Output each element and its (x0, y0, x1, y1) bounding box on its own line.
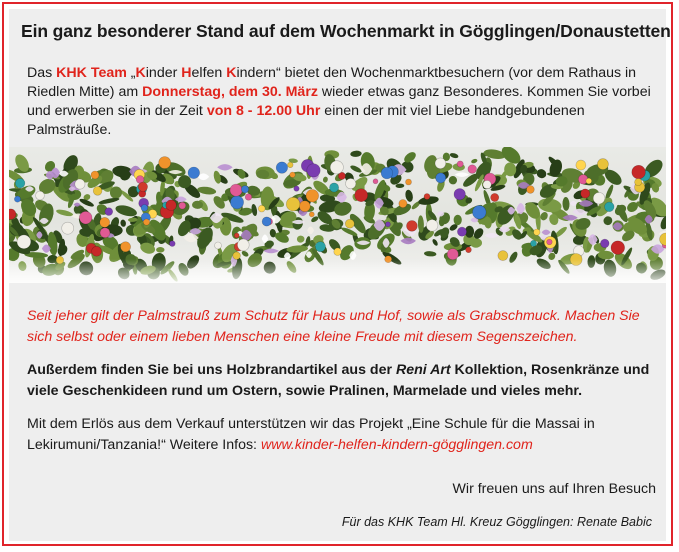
bauble-ornament (355, 189, 368, 202)
bauble-ornament (407, 221, 418, 232)
initial-k2: K (226, 65, 237, 81)
bauble-ornament (597, 159, 608, 170)
bauble-ornament (534, 229, 540, 235)
bauble-ornament (466, 247, 472, 253)
bauble-ornament (381, 167, 393, 179)
bauble-ornament (306, 190, 319, 203)
bauble-ornament (330, 183, 339, 192)
bauble-ornament (91, 171, 99, 179)
bauble-ornament (241, 186, 248, 193)
bauble-ornament (454, 189, 465, 200)
bauble-ornament (159, 157, 171, 169)
intro-text-3: indern“ bietet den Wochenmarktbesuchern (vor dem Rathaus in Riedlen Mitte) am (27, 65, 637, 100)
flyer-frame (2, 2, 673, 546)
event-time: von 8 - 12.00 Uhr (206, 103, 321, 119)
bauble-ornament (169, 241, 175, 247)
bauble-ornament (447, 249, 458, 260)
bauble-ornament (100, 228, 110, 238)
bauble-ornament (483, 180, 491, 188)
bauble-ornament (17, 235, 31, 249)
khk-team-label: KHK Team (56, 65, 127, 81)
bauble-ornament (424, 194, 430, 200)
bauble-ornament (468, 165, 477, 174)
bauble-ornament (530, 240, 536, 246)
bauble-ornament (276, 162, 287, 173)
initial-k1: K (135, 65, 146, 81)
bauble-ornament (435, 158, 446, 169)
bauble-ornament (62, 222, 74, 234)
bauble-ornament (547, 239, 553, 245)
bauble-ornament (230, 184, 242, 196)
initial-h: H (181, 65, 192, 81)
bauble-ornament (233, 252, 241, 260)
foliage-leaf (156, 247, 164, 253)
palm-bouquets-photo (9, 147, 666, 283)
intro-text-2: „ (126, 65, 136, 81)
bauble-ornament (286, 197, 300, 211)
website-link[interactable]: www.kinder-helfen-kindern-gögglingen.com (260, 437, 533, 453)
bauble-ornament (373, 179, 378, 184)
bauble-ornament (141, 205, 148, 212)
project-text: Mit dem Erlös aus dem Verkauf unterstützen wir das Projekt „Eine Schule für die Massai in Lekirumuni/Tanzania!“ Weitere Infos: (27, 416, 595, 453)
bauble-ornament (234, 233, 239, 238)
bauble-ornament (527, 186, 535, 194)
bauble-ornament (215, 242, 222, 249)
intro-paragraph (27, 64, 657, 140)
intro-text-5: einen der mit viel Liebe handgebundenen Palmsträuße. (27, 103, 585, 138)
bauble-ornament (290, 172, 296, 178)
bauble-ornament (230, 196, 243, 209)
bauble-ornament (307, 164, 320, 177)
word-elfen: elfen (191, 65, 227, 81)
event-date: Donnerstag, dem 30. März (142, 84, 318, 100)
bauble-ornament (601, 239, 610, 248)
bauble-ornament (334, 248, 342, 256)
bauble-ornament (406, 179, 412, 185)
bauble-ornament (245, 194, 252, 201)
bauble-ornament (385, 222, 390, 227)
bauble-ornament (92, 246, 102, 256)
bauble-ornament (635, 179, 642, 186)
bauble-ornament (426, 220, 438, 232)
bauble-ornament (457, 227, 466, 236)
bauble-ornament (166, 200, 177, 211)
bauble-ornament (179, 202, 186, 209)
signature-line: Für das KHK Team Hl. Kreuz Gögglingen: Renate Babic (341, 515, 652, 529)
bauble-ornament (399, 200, 407, 208)
bauble-ornament (457, 161, 463, 167)
word-inder: inder (145, 65, 182, 81)
project-paragraph (27, 414, 659, 456)
bauble-ornament (632, 165, 646, 179)
products-text-1: Außerdem finden Sie bei uns Holzbrandartikel aus der (27, 362, 396, 378)
bauble-ornament (36, 191, 45, 200)
bauble-ornament (491, 193, 499, 201)
bauble-ornament (258, 205, 265, 212)
flyer-title: Ein ganz besonderer Stand auf dem Wochenmarkt in Gögglingen/Donaustetten (21, 21, 671, 41)
bauble-ornament (105, 208, 113, 216)
bauble-ornament (15, 178, 25, 188)
closing-line: Wir freuen uns auf Ihren Besuch (452, 481, 656, 497)
bauble-ornament (299, 201, 310, 212)
bauble-ornament (79, 211, 92, 224)
palmstrauss-paragraph: Seit jeher gilt der Palmstrauß zum Schutz für Haus und Hof, sowie als Grabschmuck. Machen Sie sich selbst oder einem lieben Menschen eine kleine Freude mit diesem Segenszeichen. (27, 308, 640, 345)
bauble-ornament (581, 189, 590, 198)
bauble-ornament (138, 182, 147, 191)
bauble-ornament (93, 187, 102, 196)
bauble-ornament (436, 173, 446, 183)
bauble-ornament (294, 186, 299, 191)
bauble-ornament (605, 202, 615, 212)
bauble-ornament (75, 179, 85, 189)
bauble-ornament (586, 178, 592, 184)
products-text-2: Kollektion, Rosenkränze und viele Geschenkideen rund um Ostern, sowie Pralinen, Marmelade und vieles mehr. (27, 362, 650, 399)
flyer-panel (9, 9, 671, 541)
bauble-ornament (330, 161, 343, 174)
bauble-ornament (473, 205, 487, 219)
bauble-ornament (100, 217, 110, 227)
bauble-ornament (14, 196, 20, 202)
bauble-ornament (143, 219, 149, 225)
bauble-ornament (345, 219, 354, 228)
products-paragraph (27, 360, 659, 402)
foliage-leaf (454, 215, 462, 225)
bauble-ornament (346, 178, 356, 188)
bauble-ornament (120, 242, 130, 252)
intro-text-4: wieder etwas ganz Besonderes. Kommen Sie vorbei und erwerben sie in der Zeit (27, 84, 651, 119)
bauble-ornament (262, 217, 271, 226)
bauble-ornament (288, 162, 294, 168)
bauble-ornament (315, 242, 325, 252)
bauble-ornament (593, 192, 605, 204)
bauble-ornament (188, 167, 200, 179)
intro-text-1: Das (27, 65, 57, 81)
bauble-ornament (611, 241, 625, 255)
brand-name: Reni Art (395, 362, 451, 378)
bauble-ornament (237, 239, 249, 251)
bauble-ornament (576, 160, 586, 170)
bauble-ornament (309, 212, 314, 217)
